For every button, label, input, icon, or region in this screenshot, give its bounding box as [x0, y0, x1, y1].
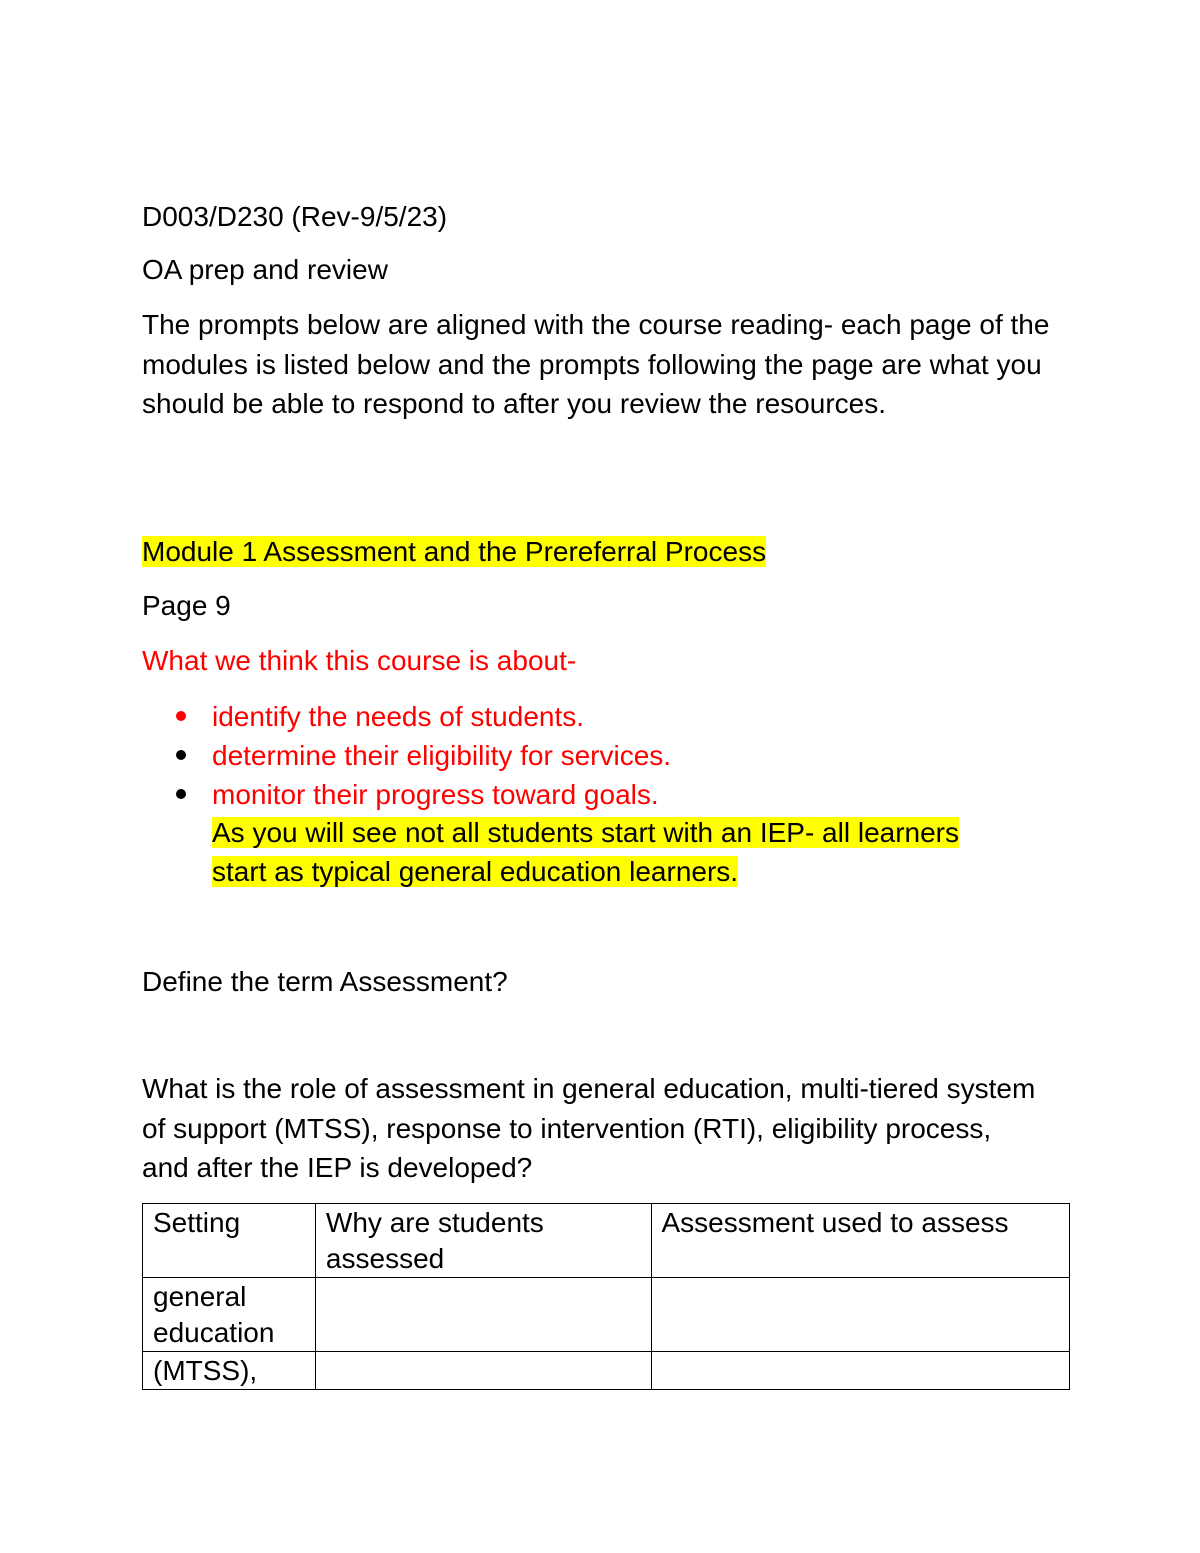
- document-subtitle: OA prep and review: [142, 254, 388, 285]
- list-item-text: identify the needs of students.: [212, 701, 585, 732]
- document-page: [142, 0, 1072, 1553]
- list-item: [142, 697, 1062, 736]
- table-cell: [315, 1352, 651, 1390]
- table-header-cell: Assessment used to assess: [651, 1204, 1070, 1278]
- bullet-icon: [176, 750, 186, 760]
- table-cell: [651, 1352, 1070, 1390]
- list-item-text: monitor their progress toward goals.: [212, 779, 659, 810]
- question-define-assessment: Define the term Assessment?: [142, 966, 508, 997]
- bullet-icon: [176, 711, 186, 721]
- document-code: D003/D230 (Rev-9/5/23): [142, 201, 448, 232]
- table-header-row: [143, 1204, 1070, 1278]
- assessment-table: [142, 1203, 1070, 1390]
- table-cell: [651, 1278, 1070, 1352]
- table-row: [143, 1352, 1070, 1390]
- table-cell: general education: [143, 1278, 316, 1352]
- module-title-text: Module 1 Assessment and the Prereferral Process: [142, 536, 767, 567]
- course-goals-list: [142, 697, 1062, 814]
- note-line-1: As you will see not all students start with an IEP- all learners: [212, 817, 960, 848]
- question-role-of-assessment: What is the role of assessment in general education, multi-tiered system of support (MTSS), response to intervention (RTI), eligibility process, and after the IEP is developed?: [142, 1073, 1036, 1183]
- table-cell: [315, 1278, 651, 1352]
- intro-paragraph: The prompts below are aligned with the course reading- each page of the modules is listed below and the prompts following the page are what you should be able to respond to after you review the resources.: [142, 309, 1050, 419]
- list-item: [142, 775, 1062, 814]
- page-label: Page 9: [142, 590, 231, 621]
- list-item-text: determine their eligibility for services.: [212, 740, 672, 771]
- table-header-cell: Why are students assessed: [315, 1204, 651, 1278]
- note-line-2: start as typical general education learners.: [212, 855, 739, 887]
- table-row: [143, 1278, 1070, 1352]
- highlighted-note: [212, 814, 1072, 891]
- table-header-cell: Setting: [143, 1204, 316, 1278]
- module-title: [142, 532, 766, 571]
- list-item: [142, 736, 1062, 775]
- table-cell: (MTSS),: [143, 1352, 316, 1390]
- course-about-heading: What we think this course is about-: [142, 645, 577, 676]
- bullet-icon: [176, 789, 186, 799]
